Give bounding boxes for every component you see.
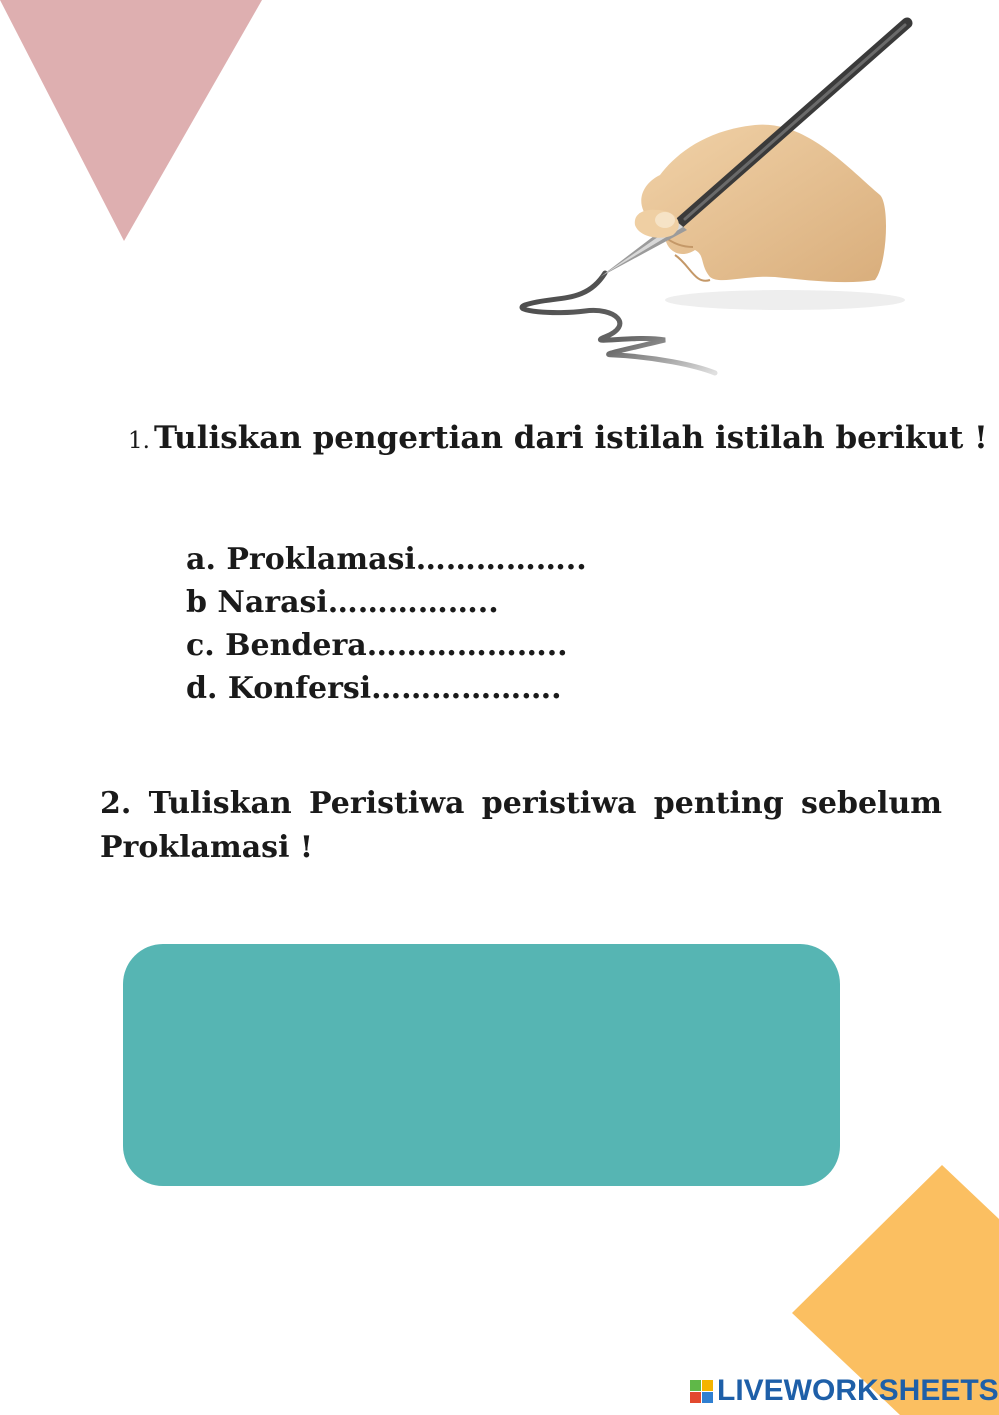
liveworksheets-branding <box>690 1374 999 1408</box>
term-item-proklamasi: a. Proklamasi…………….. <box>186 542 587 577</box>
question-1-heading <box>128 420 988 456</box>
answer-text-area[interactable] <box>123 944 840 1186</box>
term-item-konfersi: d. Konfersi………………. <box>186 671 562 706</box>
brand-name: LIVEWORKSHEETS <box>717 1374 999 1407</box>
question-1-text: Tuliskan pengertian dari istilah istilah berikut ! <box>153 420 988 456</box>
hand-writing-pen-icon <box>515 15 915 380</box>
question-1-number: 1. <box>128 428 150 454</box>
question-2-text: 2. Tuliskan Peristiwa peristiwa penting sebelum Proklamasi ! <box>100 786 942 865</box>
pink-triangle-decoration <box>0 0 262 242</box>
term-item-narasi: b Narasi…………….. <box>186 585 499 620</box>
liveworksheets-logo-icon <box>690 1380 713 1403</box>
term-item-bendera: c. Bendera……………….. <box>186 628 568 663</box>
question-1-term-list <box>186 538 587 710</box>
